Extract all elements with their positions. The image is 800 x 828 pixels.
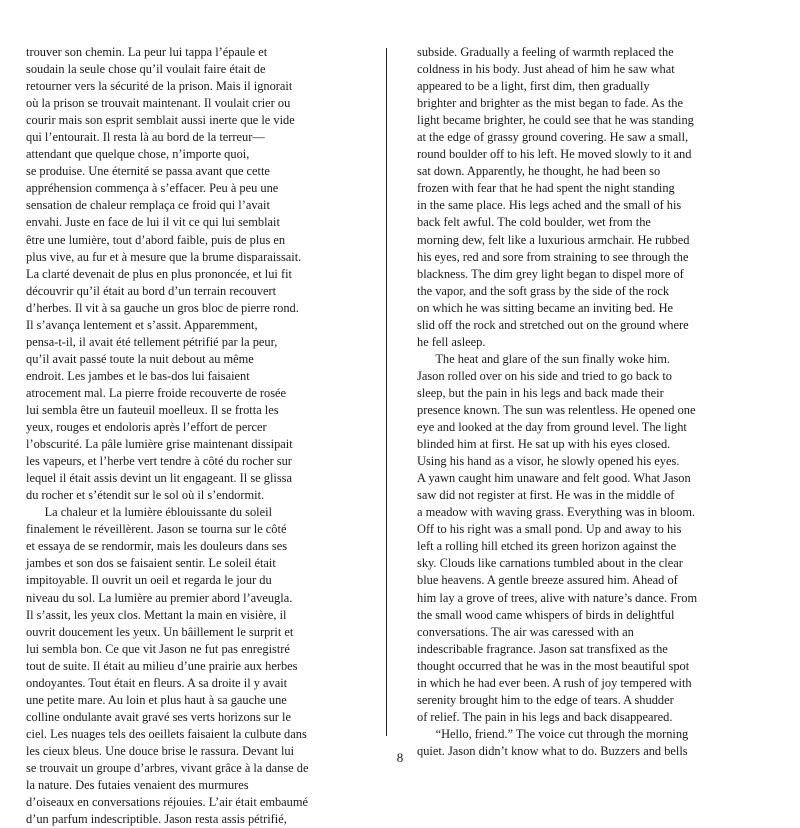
text-line: The heat and glare of the sun finally woke him. [417,351,671,366]
text-line: on which he was sitting became an inviting bed. He [417,300,674,315]
text-line: soudain la seule chose qu’il voulait faire était de [26,62,266,77]
text-line: frozen with fear that he had spent the night standing [417,181,675,196]
text-line: Jason rolled over on his side and tried to go back to [417,368,672,383]
text-line: he fell asleep. [417,334,486,349]
text-line: sleep, but the pain in his legs and back made their [417,385,664,400]
text-line: sensation de chaleur remplaça ce froid qui l’avait [26,198,270,213]
text-line: round boulder off to his left. He moved slowly to it and [417,147,692,162]
text-line: him lay a grove of trees, alive with nature’s dance. From [417,590,698,605]
text-line: Off to his right was a small pond. Up and away to his [417,522,682,537]
text-line: l’obscurité. La pâle lumière grise maintenant dissipait [26,437,293,452]
text-line: une petite mare. Au loin et plus haut à sa gauche une [26,692,287,707]
text-line: back felt awful. The cold boulder, wet from the [417,215,651,230]
text-line: ciel. Les nuages tels des oeillets faisaient la culbute dans [26,726,307,741]
text-line: saw did not register at first. He was in the middle of [417,488,675,503]
text-line: Il s’assit, les yeux clos. Mettant la main en visière, il [26,607,287,622]
text-line: jambes et son dos se faisaient sentir. Le soleil était [26,556,276,571]
text-line: qu’il avait passé toute la nuit debout au même [26,351,254,366]
text-line: niveau du sol. La lumière au premier abord l’aveugla. [26,590,293,605]
left-column-french-text [26,44,366,828]
text-line: in the same place. His legs ached and the small of his [417,198,682,213]
text-line: blinded him at first. He sat up with his eyes closed. [417,437,671,452]
column-divider [386,48,387,736]
text-line: blackness. The dim grey light began to dispel more of [417,266,684,281]
text-line: appeared to be a light, first dim, then gradually [417,79,650,94]
text-line: plus vive, au fur et à mesure que la brume disparaissait. [26,249,302,264]
text-line: d’herbes. Il vit à sa gauche un gros bloc de pierre rond. [26,300,299,315]
text-line: d’oiseaux en conversations réjouies. L’air était embaumé [26,795,309,810]
text-line: lequel il était assis devint un lit engageant. Il se glissa [26,471,292,486]
text-line: left a rolling hill etched its green horizon against the [417,539,677,554]
text-line: Using his hand as a visor, he slowly opened his eyes. [417,454,680,469]
text-line: colline ondulante avait gravé ses verts horizons sur le [26,709,291,724]
text-line: du rocher et s’étendit sur le sol où il s’endormit. [26,488,265,503]
text-line: ouvrit doucement les yeux. Un bâillement le surprit et [26,624,294,639]
text-line: d’un parfum indescriptible. Jason resta assis pétrifié, [26,812,287,827]
text-line: serenity brought him to the edge of tears. A shudder [417,692,674,707]
text-line: a meadow with waving grass. Everything was in bloom. [417,505,696,520]
text-line: yeux, rouges et endoloris après l’effort de percer [26,420,267,435]
text-line: retourner vers la sécurité de la prison. Mais il ignorait [26,79,293,94]
text-line: A yawn caught him unaware and felt good. What Jason [417,471,691,486]
text-line: his eyes, red and sore from straining to see through the [417,249,689,264]
text-line: brighter and brighter as the mist began to fade. As the [417,96,683,111]
text-line: finalement le réveillèrent. Jason se tourna sur le côté [26,522,287,537]
text-line: conversations. The air was caressed with an [417,624,634,639]
text-line: La chaleur et la lumière éblouissante du soleil [26,505,273,520]
text-line: où la prison se trouvait maintenant. Il voulait crier ou [26,96,291,111]
text-line: être une lumière, tout d’abord faible, puis de plus en [26,232,286,247]
text-line: indescribable fragrance. Jason sat transfixed as the [417,641,668,656]
text-line: sat down. Apparently, he thought, he had been so [417,164,661,179]
text-line: at the edge of grassy ground covering. He saw a small, [417,130,689,145]
text-line: endroit. Les jambes et le bas-dos lui faisaient [26,368,250,383]
text-line: atrocement mal. La pierre froide recouverte de rosée [26,385,287,400]
text-line: morning dew, felt like a luxurious armchair. He rubbed [417,232,690,247]
text-line: ondoyantes. Tout était en fleurs. A sa droite il y avait [26,675,288,690]
text-line: light became brighter, he could see that he was standing [417,113,694,128]
text-line: blue heavens. A gentle breeze assured him. Ahead of [417,573,678,588]
text-line: se produise. Une éternité se passa avant que cette [26,164,270,179]
text-line: in which he had ever been. A rush of joy tempered with [417,675,692,690]
text-line: découvrir qu’il était au bord d’un terrain recouvert [26,283,277,298]
text-line: thought occurred that he was in the most beautiful spot [417,658,690,673]
text-line: et essaya de se rendormir, mais les douleurs dans ses [26,539,288,554]
text-line: impitoyable. Il ouvrit un oeil et regarda le jour du [26,573,272,588]
text-line: la nature. Des futaies venaient des murmures [26,778,249,793]
text-line: coldness in his body. Just ahead of him he saw what [417,62,675,77]
text-line: qui l’entourait. Il resta là au bord de la terreur— [26,130,265,145]
text-line: La clarté devenait de plus en plus prononcée, et lui fit [26,266,292,281]
text-line: trouver son chemin. La peur lui tappa l’épaule et [26,45,268,59]
text-line: courir mais son esprit semblait aussi inerte que le vide [26,113,295,128]
text-line: lui sembla être un fauteuil moelleux. Il se frotta les [26,402,279,417]
text-line: les cieux bleus. Une douce brise le rassura. Devant lui [26,743,295,758]
text-line: of relief. The pain in his legs and back disappeared. [417,709,673,724]
text-line: lui sembla bon. Ce que vit Jason ne fut pas enregistré [26,641,290,656]
text-line: slid off the rock and stretched out on the ground where [417,317,689,332]
text-line: the vapor, and the soft grass by the side of the rock [417,283,670,298]
text-line: attendant que quelque chose, n’importe quoi, [26,147,250,162]
text-line: the small wood came whispers of birds in delightful [417,607,675,622]
text-line: Il s’avança lentement et s’assit. Apparemment, [26,317,258,332]
page-number: 8 [396,750,404,765]
text-line: “Hello, friend.” The voice cut through the morning [417,726,689,741]
text-line: envahi. Juste en face de lui il vit ce qui lui semblait [26,215,280,230]
text-line: quiet. Jason didn’t know what to do. Buzzers and bells [417,743,688,758]
text-line: se trouvait un groupe d’arbres, vivant grâce à la danse de [26,760,309,775]
text-line: sky. Clouds like carnations tumbled about in the clear [417,556,683,571]
text-line: pensa-t-il, il avait été tellement pétrifié par la peur, [26,334,278,349]
text-line: les vapeurs, et l’herbe vert tendre à côté du rocher sur [26,454,292,469]
text-line: appréhension commença à s’effacer. Peu à peu une [26,181,279,196]
text-line: subside. Gradually a feeling of warmth replaced the [417,45,674,59]
text-line: presence known. The sun was relentless. He opened one [417,402,696,417]
text-line: tout de suite. Il était au milieu d’une prairie aux herbes [26,658,298,673]
text-line: eye and looked at the day from ground level. The light [417,420,687,435]
right-column-english-text [417,44,775,760]
